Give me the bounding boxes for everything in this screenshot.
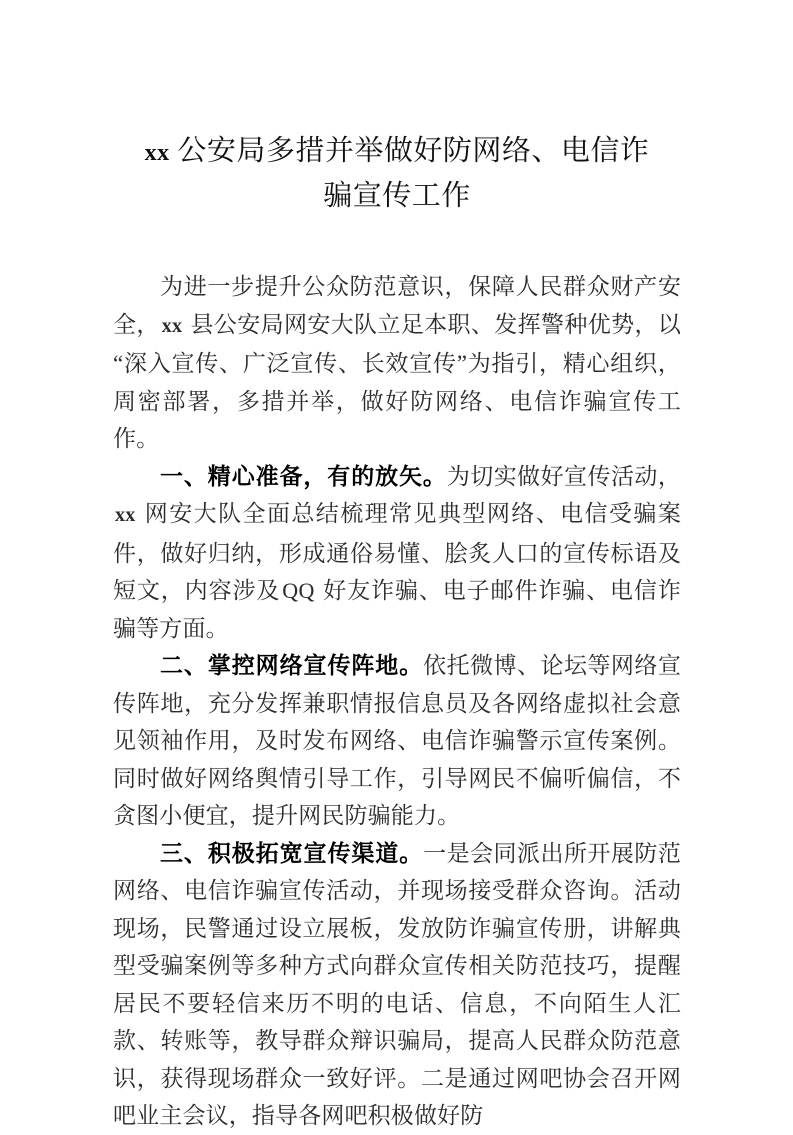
section-one-text-3: 好友诈骗、电子邮件诈骗、电信诈骗等方面。: [113, 578, 681, 641]
section-one-latin-qq: QQ: [282, 578, 315, 603]
paragraph-intro: [113, 268, 681, 458]
section-one-text-1: 为切实做好宣传活动，: [446, 463, 682, 489]
paragraph-section-three: [113, 835, 681, 1135]
intro-text-after: 县公安局网安大队立足本职、发挥警种优势，以“深入宣传、广泛宣传、长效宣传”为指引，精心组织，周密部署，多措并举，做好防网络、电信诈骗宣传工作。: [113, 311, 681, 451]
intro-text-before: 为进一步提升公众防范意识，保障人民群众财产安全，: [113, 274, 681, 337]
section-one-latin-xx: xx: [115, 504, 136, 526]
title-line-one-rest: 公安局多措并举做好防网络、电信诈: [169, 135, 650, 167]
title-latin-prefix: xx: [144, 140, 170, 166]
paragraph-section-two: [113, 647, 681, 835]
title-line-two: 骗宣传工作: [323, 180, 471, 212]
section-three-text: 一是会同派出所开展防范网络、电信诈骗宣传活动，并现场接受群众咨询。活动现场，民警通过设立展板，发放防诈骗宣传册，讲解典型受骗案例等多种方式向群众宣传相关防范技巧，提醒居民不要轻信来历不明的电话、信息，不向陌生人汇款、转账等，教导群众辩识骗局，提高人民群众防范意识，获得现场群众一致好评。二是通过网吧协会召开网吧业主会议，指导各网吧积极做好防: [113, 840, 681, 1128]
intro-latin-xx: xx: [161, 314, 183, 337]
section-one-heading: 一、精心准备，有的放矢。: [160, 463, 447, 489]
section-two-heading: 二、掌控网络宣传阵地。: [160, 653, 424, 678]
paragraph-section-one: [113, 458, 681, 648]
section-three-heading: 三、积极拓宽宣传渠道。: [160, 840, 424, 866]
section-one-text-2: 网安大队全面总结梳理常见典型网络、电信受骗案件，做好归纳，形成通俗易懂、脍炙人口的宣传标语及短文，内容涉及: [113, 501, 681, 603]
section-two-text: 依托微博、论坛等网络宣传阵地，充分发挥兼职情报信息员及各网络虚拟社会意见领袖作用，及时发布网络、电信诈骗警示宣传案例。同时做好网络舆情引导工作，引导网民不偏听偏信，不贪图小便宜，提升网民防骗能力。: [113, 653, 681, 828]
document-text-column: [113, 0, 681, 1135]
page-title: [113, 0, 681, 218]
